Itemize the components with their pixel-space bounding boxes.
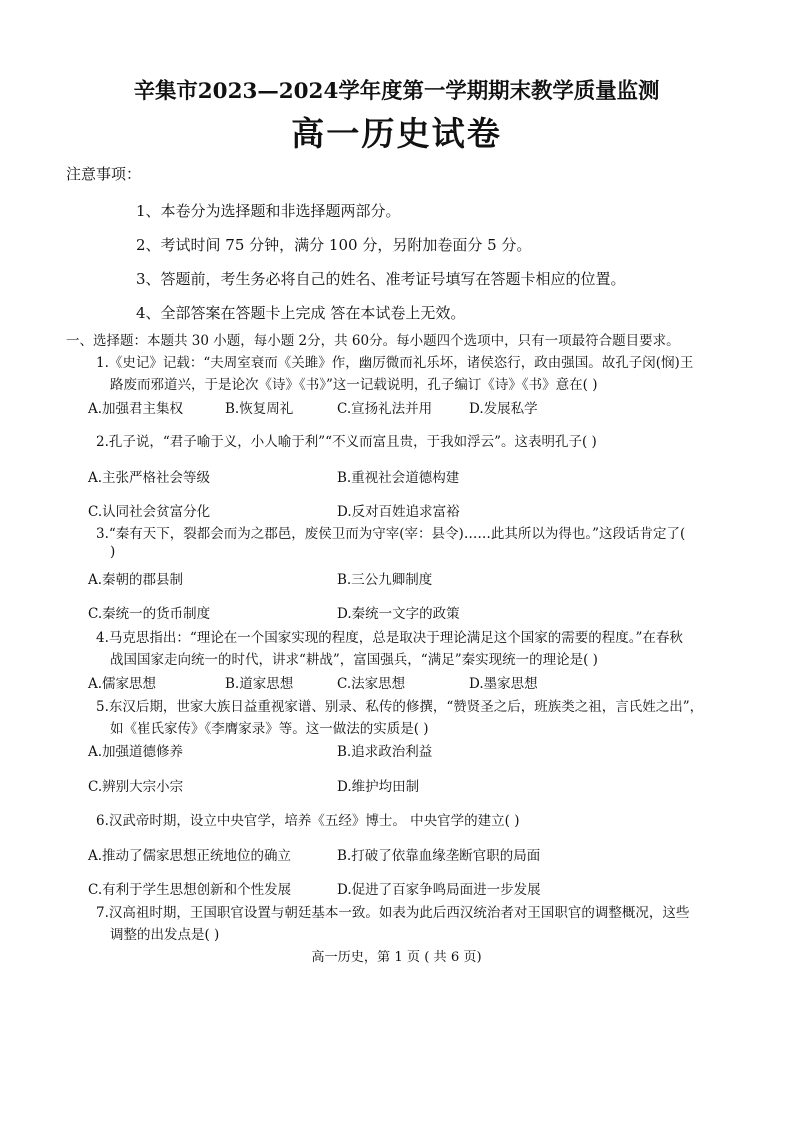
question-5-line-1: 5.东汉后期，世家大族日益重视家谱、别录、私传的修撰，“赞贤圣之后，班族类之祖，言氏姓之出”， (96, 699, 704, 715)
question-2-option-a: A.主张严格社会等级 (88, 470, 211, 486)
question-3-option-b: B.三公九卿制度 (337, 572, 433, 588)
question-5-option-b: B.追求政治利益 (337, 744, 433, 760)
question-1-option-d: D.发展私学 (469, 401, 538, 417)
notice-item: 4、全部答案在答题卡上完成 答在本试卷上无效。 (136, 304, 466, 322)
section-title: 一、选择题：本题共 30 小题，每小题 2分，共 60分。每小题四个选项中，只有一项最符合题目要求。 (66, 333, 680, 349)
question-1-option-a: A.加强君主集权 (88, 401, 184, 417)
question-4-option-b: B.道家思想 (225, 676, 294, 692)
exam-subject-title: 高一历史试卷 (291, 114, 502, 153)
question-5-option-a: A.加强道德修养 (88, 744, 184, 760)
question-1-line-2: 路废而邪道兴，于是论次《诗》《书》”这一记载说明，孔子编订《诗》《书》意在( ) (110, 377, 598, 393)
question-1-line-1: 1.《史记》记载：“夫周室衰而《关雎》作，幽厉微而礼乐坏，诸侯恣行，政由强国。故孔子闵(悯)王 (96, 355, 694, 371)
question-3-line-2: ) (110, 544, 116, 560)
question-6-line-1: 6.汉武帝时期，设立中央官学，培养《五经》博士。 中央官学的建立( ) (96, 813, 520, 829)
question-7-line-2: 调整的出发点是( ) (110, 927, 220, 943)
question-3-line-1: 3.“秦有天下，裂都会而为之郡邑，废侯卫而为守宰(宰：县令)……此其所以为得也。”这段话肯定了( (96, 526, 686, 542)
question-6-option-d: D.促进了百家争鸣局面进一步发展 (337, 882, 541, 898)
question-4-option-a: A.儒家思想 (88, 676, 157, 692)
question-3-option-a: A.秦朝的郡县制 (88, 572, 184, 588)
question-4-option-c: C.法家思想 (337, 676, 406, 692)
question-2-option-c: C.认同社会贫富分化 (88, 504, 211, 520)
question-4-option-d: D.墨家思想 (469, 676, 538, 692)
question-2-option-d: D.反对百姓追求富裕 (337, 504, 460, 520)
question-3-option-c: C.秦统一的货币制度 (88, 606, 211, 622)
question-5-option-d: D.维护均田制 (337, 779, 420, 795)
question-3-option-d: D.秦统一文字的政策 (337, 606, 460, 622)
page-footer: 高一历史，第 1 页 ( 共 6 页) (311, 950, 482, 965)
question-6-option-c: C.有利于学生思想创新和个性发展 (88, 882, 292, 898)
question-5-line-2: 如《崔氏家传》《李膺家录》等。这一做法的实质是( ) (110, 721, 429, 737)
question-4-line-2: 战国国家走向统一的时代，讲求“耕战”，富国强兵，“满足”秦实现统一的理论是( ) (110, 652, 598, 668)
notice-heading: 注意事项： (66, 165, 142, 183)
question-2-line-1: 2.孔子说，“君子喻于义，小人喻于利”“不义而富且贵，于我如浮云”。这表明孔子( ) (96, 434, 597, 450)
question-6-option-a: A.推动了儒家思想正统地位的确立 (88, 848, 292, 864)
exam-title: 辛集市2023—2024学年度第一学期期末教学质量监测 (133, 79, 660, 104)
question-5-option-c: C.辨别大宗小宗 (88, 779, 184, 795)
question-4-line-1: 4.马克思指出：“理论在一个国家实现的程度，总是取决于理论满足这个国家的需要的程度。”在春秋 (96, 630, 683, 646)
notice-item: 3、答题前，考生务必将自己的姓名、准考证号填写在答题卡相应的位置。 (136, 270, 626, 288)
question-2-option-b: B.重视社会道德构建 (337, 470, 460, 486)
notice-item: 1、本卷分为选择题和非选择题两部分。 (136, 202, 401, 220)
notice-item: 2、考试时间 75 分钟，满分 100 分，另附加卷面分 5 分。 (136, 236, 532, 254)
question-1-option-c: C.宣扬礼法并用 (337, 401, 433, 417)
question-7-line-1: 7.汉高祖时期，王国职官设置与朝廷基本一致。如表为此后西汉统治者对王国职官的调整概况，这些 (96, 905, 690, 921)
question-1-option-b: B.恢复周礼 (225, 401, 294, 417)
question-6-option-b: B.打破了依靠血缘垄断官职的局面 (337, 848, 541, 864)
